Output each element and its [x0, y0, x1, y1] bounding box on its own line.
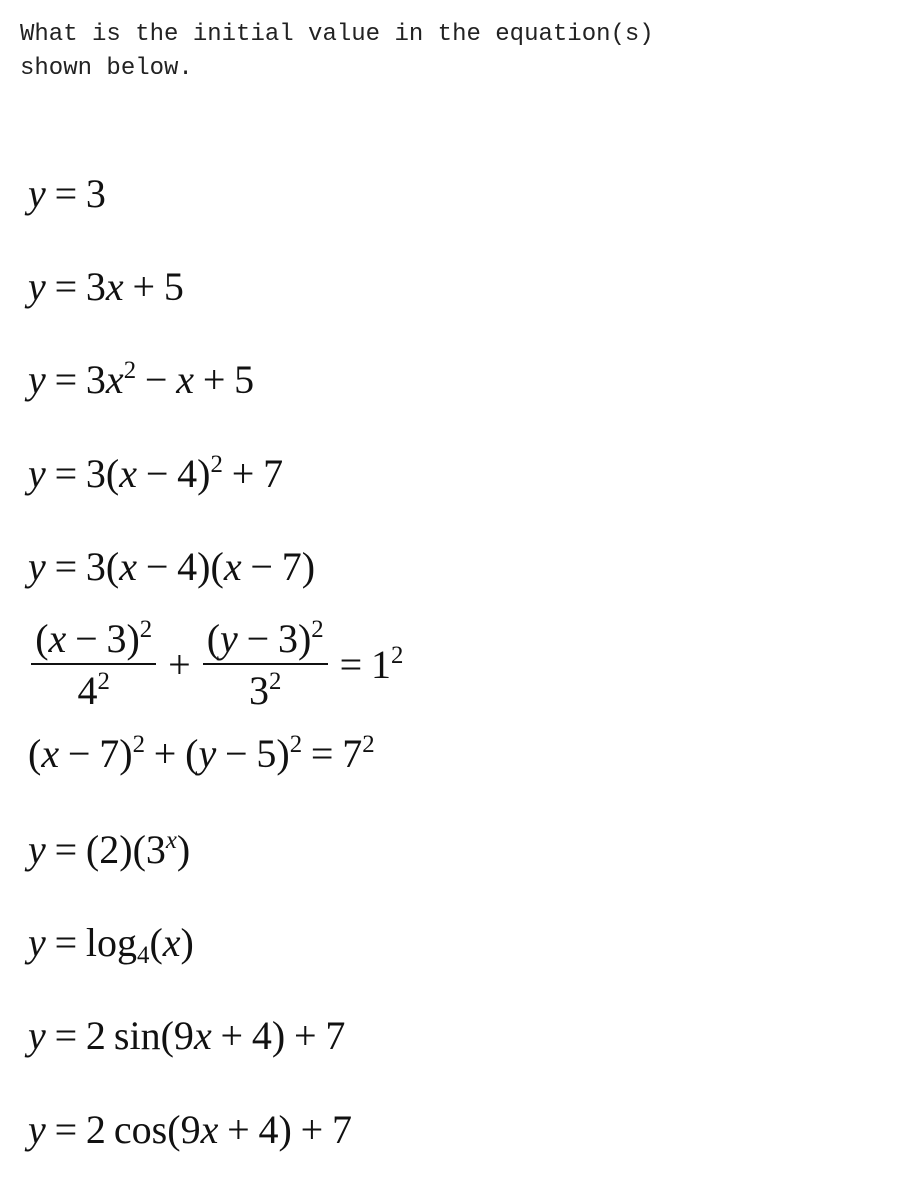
equation-constant: y = 3: [28, 171, 106, 216]
equation-quadratic-factored: y = 3(x − 4)(x − 7): [28, 544, 316, 589]
ellipse-x-fraction: $\frac{(x - 3)^2}{4^2}$: [31, 615, 156, 715]
ellipse-y-fraction: $\frac{(y - 3)^2}{3^2}$: [203, 615, 328, 715]
equation-quadratic-vertex: $y = 3(x - 4)^2 + 7$: [28, 450, 284, 496]
equation-cosine: y = 2 cos(9x + 4) + 7: [28, 1107, 352, 1152]
question-prompt: What is the initial value in the equation(s) shown below.: [20, 21, 654, 82]
equation-linear: y = 3x + 5: [28, 264, 184, 309]
equation-exponential: $y = (2)(3^x)$: [28, 826, 191, 872]
equation-sine: y = 2 sin(9x + 4) + 7: [28, 1013, 346, 1058]
equation-circle: $(x - 7)^2 + (y - 5)^2 = 7^2$: [28, 730, 375, 776]
equation-logarithmic: $y = \log_4(x)$: [28, 920, 194, 970]
equation-quadratic-standard: $y = 3x^2 - x + 5$: [28, 356, 255, 402]
equation-ellipse: $\frac{(x - 3)^2}{4^2}$ + $\frac{(y - 3)^2}{3^2}$ = $1^2$: [28, 615, 403, 715]
